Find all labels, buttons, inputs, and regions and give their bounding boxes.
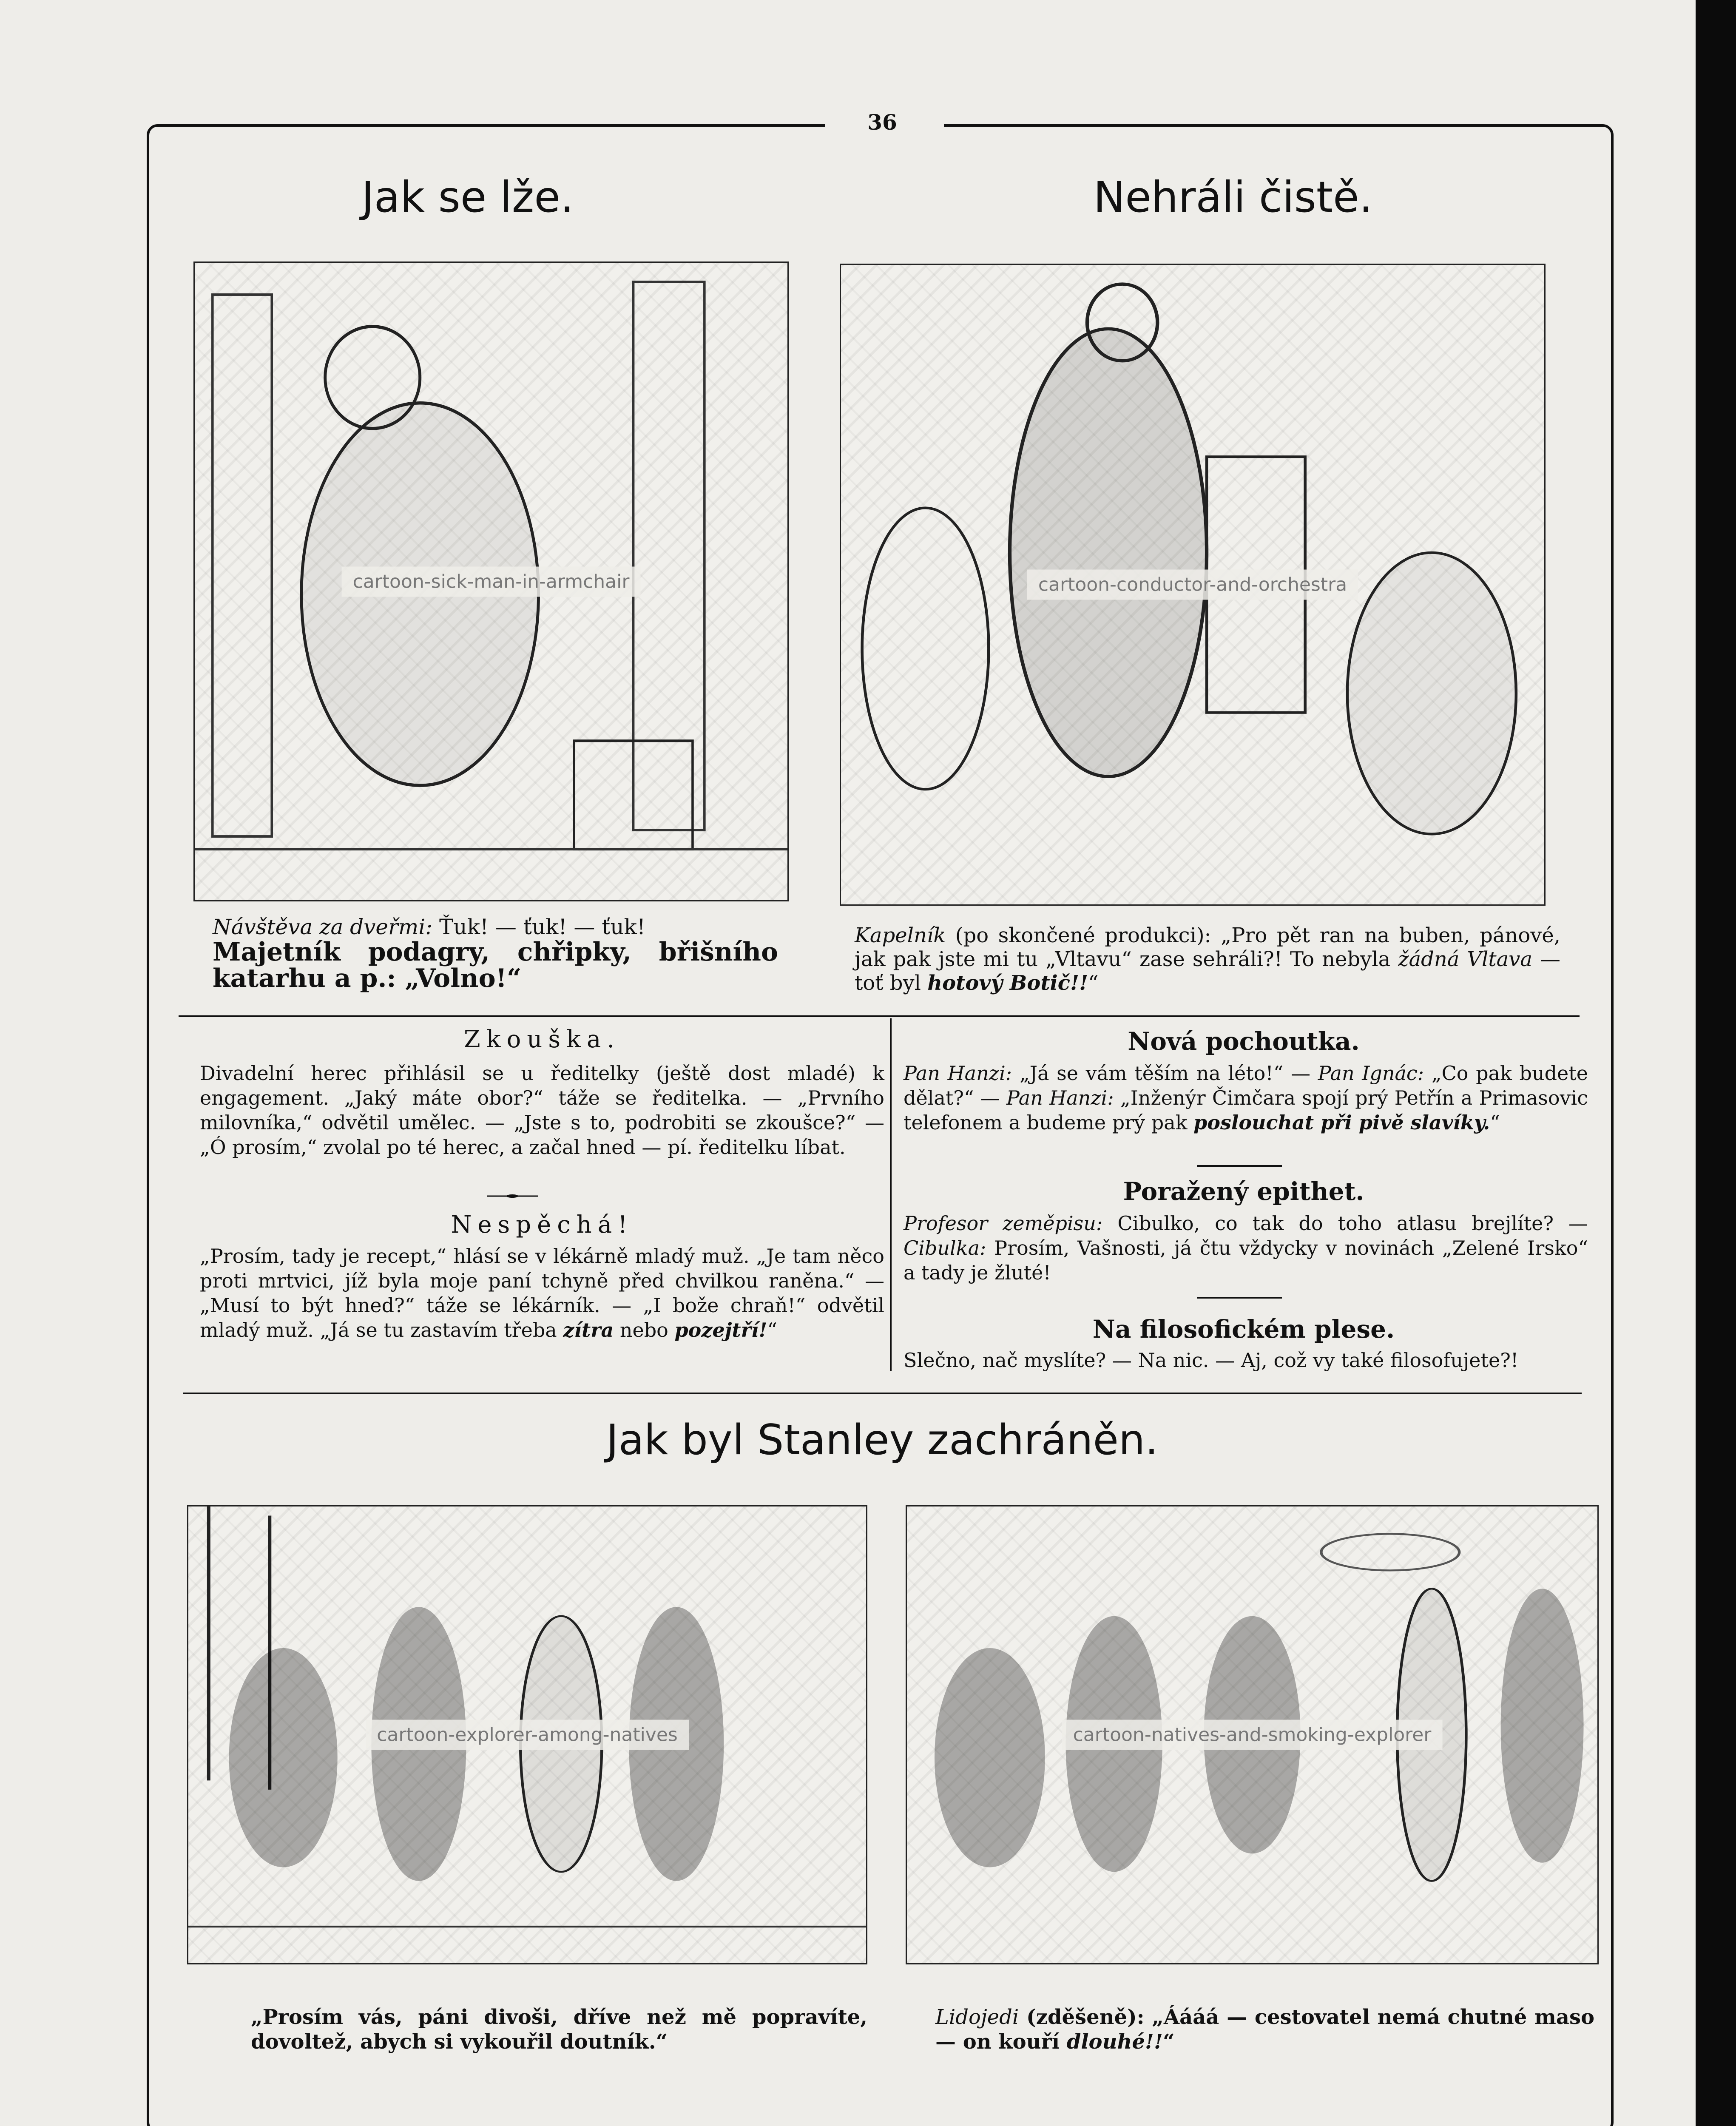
caption-emphasis: žádná Vltava xyxy=(1398,947,1533,971)
story-nespecha xyxy=(200,1244,884,1342)
story-text: „Prosím, tady je recept,“ hlásí se v lékárně mladý muž. „Je tam něco proti mrtvici, jíž byla moje paní tchyně před chvilkou raněna.“ — „Musí to být hned?“ táže se lékárník. — „I bože chraň!“ odvětil mladý muž. „Já se tu zastavím třeba xyxy=(200,1245,884,1342)
divider-top xyxy=(179,1015,1580,1017)
illustration-caption: cartoon-natives-and-smoking-explorer xyxy=(1062,1720,1443,1750)
story-emphasis: pozejtří! xyxy=(674,1319,767,1342)
illustration-sick-man xyxy=(193,261,789,901)
caption-speaker: Kapelník xyxy=(855,924,946,947)
page-number: 36 xyxy=(867,110,897,135)
speaker: Profesor zeměpisu: xyxy=(904,1212,1103,1235)
caption-text: (zděšeně): „Áááá — cestovatel nemá chutné maso — on kouří xyxy=(935,2005,1594,2054)
story-text: Prosím, Vašnosti, já čtu vždycky v novinách „Zelené Irsko“ a tady je žluté! xyxy=(904,1236,1588,1284)
story-emphasis: zítra xyxy=(563,1319,614,1342)
caption-text: Ťuk! — ťuk! — ťuk! xyxy=(432,915,645,939)
heading-plese: Na filosofickém plese. xyxy=(1092,1315,1395,1344)
cartoon-title-left: Jak se lže. xyxy=(361,172,574,222)
column-divider xyxy=(890,1018,892,1371)
story-emphasis: poslouchat při pivě slavíky. xyxy=(1193,1111,1490,1134)
story-text: „Co pak budete dělat?“ — xyxy=(904,1062,1588,1109)
illustration-caption: cartoon-sick-man-in-armchair xyxy=(342,566,641,597)
speaker: Pan Ignác: xyxy=(1318,1062,1424,1085)
story-text: “ xyxy=(767,1319,778,1342)
story-pochoutka xyxy=(904,1061,1588,1135)
heading-pochoutka: Nová pochoutka. xyxy=(1128,1027,1360,1056)
illustration-stanley-left xyxy=(187,1505,867,1964)
illustration-conductor xyxy=(840,264,1546,906)
caption-text: “ xyxy=(1163,2030,1175,2054)
caption-speaker: Návštěva za dveřmi: xyxy=(213,915,433,939)
ornament-divider xyxy=(487,1194,538,1198)
cartoon-title-bottom: Jak byl Stanley zachráněn. xyxy=(606,1416,1159,1464)
caption-text: “ xyxy=(1088,971,1099,995)
illustration-caption: cartoon-explorer-among-natives xyxy=(366,1720,689,1750)
story-plese: Slečno, nač myslíte? — Na nic. — Aj, což vy také filosofujete?! xyxy=(904,1349,1519,1372)
caption-emphasis: hotový Botič!! xyxy=(927,971,1088,995)
short-divider xyxy=(1197,1165,1282,1167)
page-edge xyxy=(1696,0,1736,2126)
speaker: Pan Hanzi: xyxy=(1006,1086,1114,1109)
story-zkouska: Divadelní herec přihlásil se u ředitelky (ještě dost mladé) k engagement. „Jaký máte obor?“ táže se ředitelka. — „Prvního milovníka,“ odvětil umělec. — „Jste s to, podrobiti se zkoušce?“ — „Ó prosím,“ zvolal po té herec, a začal hned — pí. ředitelku líbat. xyxy=(200,1062,884,1159)
caption-text: — toť byl xyxy=(855,947,1560,995)
cartoon-title-right: Nehráli čistě. xyxy=(1093,172,1373,222)
short-divider xyxy=(1197,1297,1282,1299)
caption-text: (po skončené produkci): „Pro pět ran na buben, pánové, jak pak jste mi tu „Vltavu“ zase sehráli?! To nebyla xyxy=(855,924,1560,971)
heading-nespecha: Nespěchá! xyxy=(451,1211,634,1239)
speaker: Pan Hanzi: xyxy=(904,1062,1012,1085)
illustration-caption: cartoon-conductor-and-orchestra xyxy=(1027,570,1358,600)
caption-emphasis: dlouhé!! xyxy=(1066,2030,1163,2054)
story-text: „Já se vám těším na léto!“ — xyxy=(1012,1062,1318,1085)
caption-bold: Majetník podagry, chřipky, břišního katarhu a p.: „Volno!“ xyxy=(213,937,778,993)
caption-bottom-left: „Prosím vás, páni divoši, dříve než mě popravíte, dovoltež, abych si vykouřil doutník.“ xyxy=(251,2005,867,2054)
caption-top-left xyxy=(213,915,778,992)
speaker: Lidojedi xyxy=(935,2005,1019,2029)
caption-top-right xyxy=(855,924,1560,995)
story-text: Cibulko, co tak do toho atlasu brejlíte? — xyxy=(1102,1212,1588,1235)
story-epithet xyxy=(904,1211,1588,1285)
heading-zkouska: Zkouška. xyxy=(463,1026,621,1053)
story-text: “ xyxy=(1490,1111,1500,1134)
speaker: Cibulka: xyxy=(904,1236,986,1259)
heading-epithet: Poražený epithet. xyxy=(1123,1177,1364,1206)
story-text: nebo xyxy=(614,1319,675,1342)
caption-bottom-right xyxy=(935,2005,1594,2054)
illustration-stanley-right xyxy=(906,1505,1599,1964)
divider-bottom xyxy=(183,1393,1582,1394)
story-text: „Inženýr Čimčara spojí prý Petřín a Primasovic telefonem a budeme prý pak xyxy=(904,1086,1588,1134)
